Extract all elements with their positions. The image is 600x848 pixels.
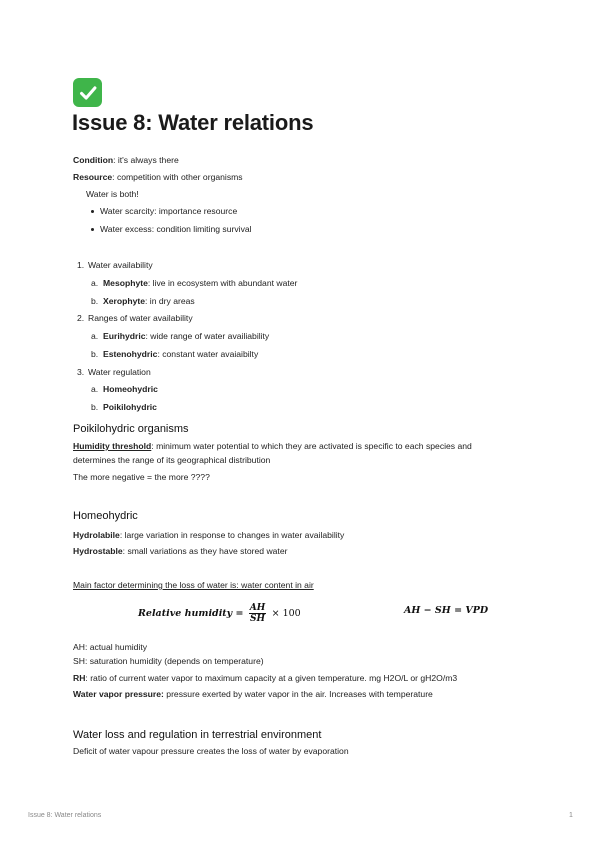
negative-text: The more negative = the more ????: [73, 472, 210, 482]
sub-item: Eurihydric: wide range of water availiability: [103, 331, 270, 341]
list-number: 1.: [77, 260, 85, 270]
wvp-line: Water vapor pressure: pressure exerted by water vapor in the air. Increases with temperature: [73, 689, 433, 699]
page-title: Issue 8: Water relations: [72, 110, 314, 135]
list-letter: a.: [91, 278, 99, 288]
page-number: 1: [569, 812, 573, 819]
bullet-dot: [91, 228, 94, 231]
check-mark-icon: [73, 78, 102, 107]
list-letter: a.: [91, 331, 99, 341]
bullet-dot: [91, 210, 94, 213]
list-letter: b.: [91, 296, 99, 306]
resource-text: : competition with other organisms: [112, 172, 243, 182]
list-number: 3.: [77, 367, 85, 377]
list-letter: b.: [91, 402, 99, 412]
bullet-item: Water scarcity: importance resource: [100, 206, 238, 216]
section-heading: Water loss and regulation in terrestrial environment: [73, 729, 322, 741]
sh-definition: SH: saturation humidity (depends on temperature): [73, 656, 264, 666]
threshold-label: Humidity threshold: [73, 441, 152, 451]
condition-line: [73, 155, 179, 166]
footer-title: Issue 8: Water relations: [28, 812, 102, 819]
sub-item: Estenohydric: constant water avaiaibilty: [103, 349, 259, 359]
condition-text: : it's always there: [113, 155, 179, 165]
relative-humidity-formula: Relative humidity = $\frac{AH}{SH}$ × 100: [138, 603, 301, 624]
resource-label: Resource: [73, 172, 113, 182]
resource-line: [73, 172, 243, 183]
list-number: 2.: [77, 313, 85, 323]
threshold-line-2: determines the range of its geographical distribution: [73, 455, 271, 465]
main-factor-text: Main factor determining the loss of water is: water content in air: [73, 580, 314, 590]
list-letter: a.: [91, 384, 99, 394]
vpd-formula: AH − SH = VPD: [404, 605, 489, 616]
condition-label: Condition: [73, 155, 114, 165]
terrestrial-text: Deficit of water vapour pressure creates the loss of water by evaporation: [73, 746, 349, 756]
sub-item: Homeohydric: [103, 384, 158, 394]
sub-item: Poikilohydric: [103, 402, 157, 412]
ah-definition: AH: actual humidity: [73, 642, 148, 652]
list-letter: b.: [91, 349, 99, 359]
hydrolabile-line: Hydrolabile: large variation in response to changes in water availability: [73, 530, 345, 540]
list-item-label: Water regulation: [88, 367, 151, 377]
list-item-label: Ranges of water availability: [88, 313, 193, 323]
threshold-line: Humidity threshold: minimum water potential to which they are activated is specific to each species and: [73, 441, 472, 451]
water-both-text: Water is both!: [86, 189, 139, 199]
sub-item: Xerophyte: in dry areas: [103, 296, 195, 306]
section-heading: Homeohydric: [73, 510, 138, 522]
sub-item: Mesophyte: live in ecosystem with abundant water: [103, 278, 298, 288]
rh-line: RH: ratio of current water vapor to maximum capacity at a given temperature. mg H2O/L or gH2O/m3: [73, 673, 458, 683]
list-item-label: Water availability: [88, 260, 153, 270]
hydrostable-line: Hydrostable: small variations as they have stored water: [73, 546, 288, 556]
bullet-item: Water excess: condition limiting survival: [100, 224, 252, 234]
section-heading: Poikilohydric organisms: [73, 423, 189, 435]
